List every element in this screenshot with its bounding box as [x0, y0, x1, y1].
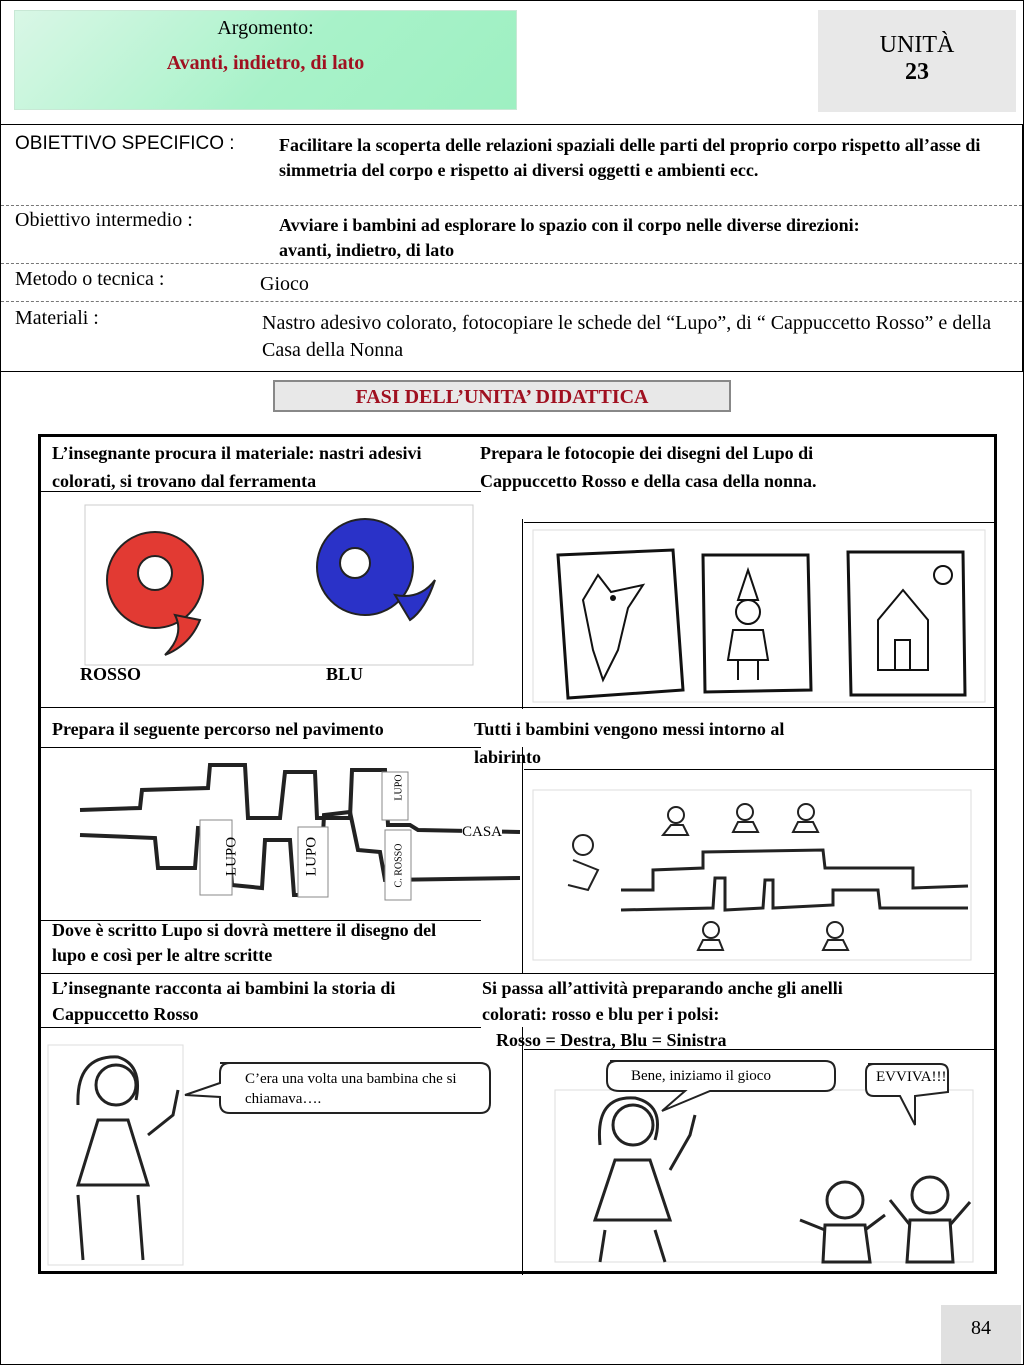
house-card-icon [848, 552, 965, 695]
divider [1, 263, 1022, 264]
speech-bubble-gioco [600, 1055, 840, 1115]
rosso-label: ROSSO [80, 664, 142, 684]
obiettivo-specifico-text: Facilitare la scoperta delle relazioni spaziali delle parti del proprio corpo rispetto all’asse di simmetria del corpo e rispetto ai diversi oggetti e ambienti ecc. [279, 135, 981, 180]
speech-bubble-evviva-text: EVVIVA!!! [876, 1069, 947, 1085]
colored-rings-drawing [90, 505, 480, 665]
phase4-right-text-2: Rosso = Destra, Blu = Sinistra [496, 1030, 727, 1050]
materiali-text: Nastro adesivo colorato, fotocopiare le schede del “Lupo”, di “ Cappuccetto Rosso” e della Casa della Nonna [262, 312, 992, 361]
phase2-left-text: Prepara il seguente percorso nel pavimento [52, 719, 384, 739]
metodo-label: Metodo o tecnica : [15, 268, 165, 290]
phase1-left-text: L’insegnante procura il materiale: nastri adesivi colorati, si trovano dal ferramenta [52, 443, 422, 491]
metodo-text: Gioco [260, 273, 309, 295]
divider [522, 747, 523, 973]
maze-label-lupo-1: LUPO [223, 836, 240, 877]
speech-bubble-teacher-text: C’era una volta una bambina che si chiamava…. [245, 1071, 457, 1107]
unita-box [818, 10, 1016, 112]
divider [1, 301, 1022, 302]
phase4-left-text: L’insegnante racconta ai bambini la storia di Cappuccetto Rosso [52, 978, 396, 1024]
divider [1, 205, 1022, 206]
divider [41, 973, 994, 974]
children-maze-drawing [533, 790, 973, 965]
teacher-drawing [48, 1045, 188, 1270]
red-riding-hood-card-icon [703, 555, 811, 692]
fasi-title: FASI DELL’UNITA’ DIDATTICA [273, 380, 731, 412]
blue-ring-icon [317, 519, 435, 620]
divider [41, 1027, 481, 1028]
divider [41, 707, 994, 708]
argomento-title: Avanti, indietro, di lato [166, 52, 365, 74]
wolf-card-icon [558, 550, 683, 698]
argomento-label: Argomento: [217, 17, 314, 39]
phase4-right-text: Si passa all’attività preparando anche gli anelli colorati: rosso e blu per i polsi: [482, 978, 843, 1024]
divider [522, 519, 523, 709]
objectives-table [0, 124, 1023, 372]
maze-label-lupo-2: LUPO [303, 836, 320, 877]
cards-drawing [533, 530, 988, 705]
phase1-right-text: Prepara le fotocopie dei disegni del Lupo di Cappuccetto Rosso e della casa della nonna. [480, 443, 817, 491]
phase2-right-text: Tutti i bambini vengono messi intorno al labirinto [474, 719, 785, 767]
red-ring-icon [107, 532, 203, 655]
obiettivo-specifico-label: OBIETTIVO SPECIFICO : [15, 133, 235, 154]
page-number: 84 [941, 1305, 1021, 1365]
obiettivo-intermedio-label: Obiettivo intermedio : [15, 209, 193, 231]
phase3-left-text: Dove è scritto Lupo si dovrà mettere il disegno del lupo e così per le altre scritte [52, 920, 437, 965]
obiettivo-intermedio-text: Avviare i bambini ad esplorare lo spazio con il corpo nelle diverse direzioni: avanti, indietro, di lato [279, 215, 860, 260]
maze-label-lupo-3: LUPO [393, 774, 405, 801]
blu-label: BLU [326, 664, 364, 684]
maze-label-cappuccetto-rosso: C. ROSSO [393, 843, 405, 888]
divider [522, 1027, 523, 1275]
maze-drawing [80, 760, 520, 920]
divider [41, 747, 481, 748]
unita-number: 23 [905, 59, 929, 85]
argomento-box [14, 10, 517, 110]
unita-label: UNITÀ [879, 32, 955, 58]
speech-bubble-gioco-text: Bene, iniziamo il gioco [631, 1068, 771, 1084]
divider [524, 522, 994, 523]
maze-label-casa: CASA [462, 824, 503, 840]
materiali-label: Materiali : [15, 307, 99, 329]
